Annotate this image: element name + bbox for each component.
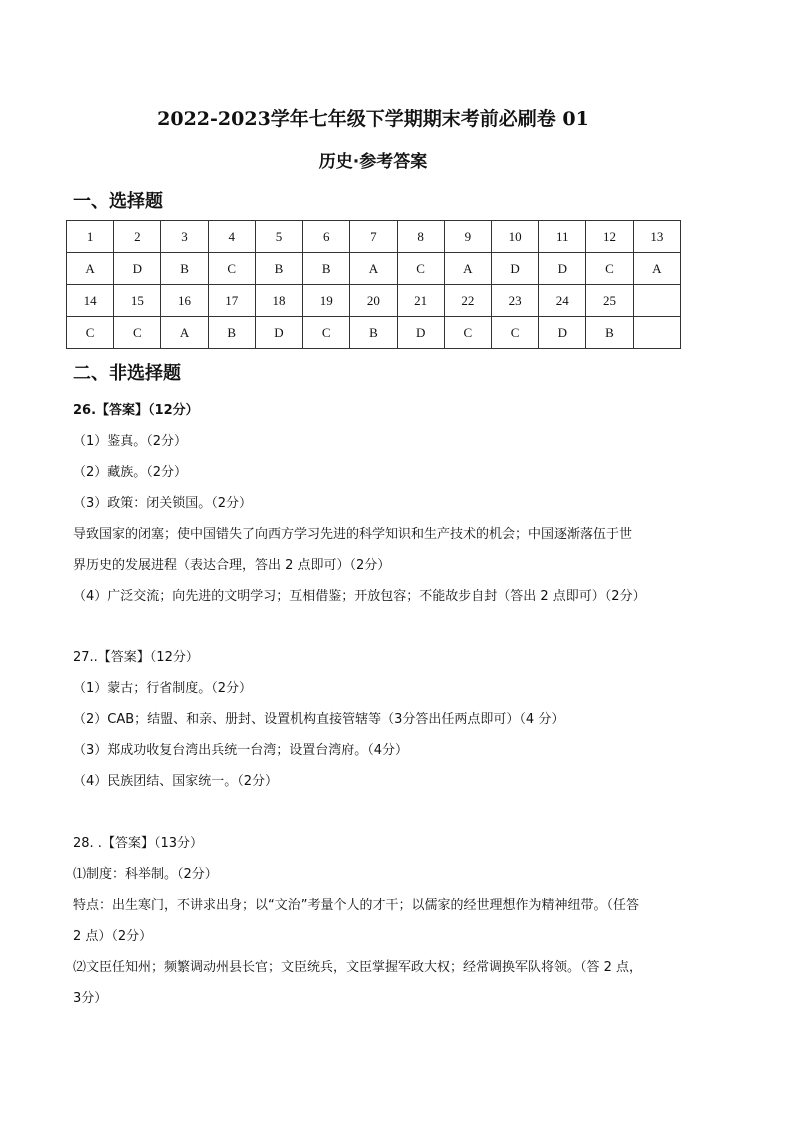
answer-cell: C	[114, 317, 161, 349]
answer-line: （2）藏族。（2分）	[73, 465, 188, 480]
question-number-row	[67, 285, 681, 317]
question-number-cell: 11	[539, 221, 586, 253]
answer-line: （4）广泛交流；向先进的文明学习；互相借鉴；开放包容；不能故步自封（答出 2 点即可）（2分）	[73, 589, 646, 604]
answer-cell: C	[444, 317, 491, 349]
answer-cell: A	[633, 253, 680, 285]
answer-cell: B	[161, 253, 208, 285]
question-number-cell: 3	[161, 221, 208, 253]
question-number-cell	[633, 285, 680, 317]
answer-cell: D	[539, 253, 586, 285]
answer-line: （3）政策：闭关锁国。（2分）	[73, 496, 253, 511]
answer-cell: D	[539, 317, 586, 349]
question-number-cell: 5	[255, 221, 302, 253]
question-number-cell: 9	[444, 221, 491, 253]
answer-cell: B	[350, 317, 397, 349]
answer-cell: B	[586, 317, 633, 349]
answer-line: 2 点）（2分）	[73, 929, 153, 944]
question-number-cell: 12	[586, 221, 633, 253]
question-number-cell: 20	[350, 285, 397, 317]
question-number-cell: 7	[350, 221, 397, 253]
page-subtitle: 历史·参考答案	[318, 152, 428, 172]
question-number-cell: 6	[303, 221, 350, 253]
question-28-answer	[73, 828, 713, 1014]
question-number-cell: 4	[208, 221, 255, 253]
answer-cell: A	[161, 317, 208, 349]
question-28-head: 28. .【答案】（13分）	[73, 836, 203, 851]
answer-cell: A	[67, 253, 114, 285]
answer-line: ⑵文臣任知州；频繁调动州县长官；文臣统兵，文臣掌握军政大权；经常调换军队将领。（答 2 点，	[73, 960, 643, 975]
answer-cell: C	[208, 253, 255, 285]
question-number-cell: 1	[67, 221, 114, 253]
answer-line: （1）蒙古；行省制度。（2分）	[73, 681, 253, 696]
answer-cell: B	[255, 253, 302, 285]
answer-line: ⑴制度：科举制。（2分）	[73, 867, 218, 882]
answer-table	[66, 220, 681, 349]
answer-line: 导致国家的闭塞；使中国错失了向西方学习先进的科学知识和生产技术的机会；中国逐渐落伍于世	[73, 527, 633, 542]
answer-cell: D	[491, 253, 538, 285]
answer-cell: A	[444, 253, 491, 285]
answer-line: （4）民族团结、国家统一。（2分）	[73, 774, 279, 789]
answer-cell: A	[350, 253, 397, 285]
answer-cell: D	[397, 317, 444, 349]
question-26-head: 26.【答案】（12分）	[73, 403, 199, 418]
answer-cell: C	[303, 317, 350, 349]
question-number-cell: 22	[444, 285, 491, 317]
answer-cell: B	[208, 317, 255, 349]
answer-row	[67, 253, 681, 285]
question-number-cell: 24	[539, 285, 586, 317]
question-number-cell: 14	[67, 285, 114, 317]
question-27-answer	[73, 642, 713, 797]
question-27-head: 27..【答案】（12分）	[73, 650, 199, 665]
answer-cell: B	[303, 253, 350, 285]
question-number-cell: 18	[255, 285, 302, 317]
answer-cell: D	[255, 317, 302, 349]
answer-line: 特点：出生寒门，不讲求出身；以“文治”考量个人的才干；以儒家的经世理想作为精神纽带。（任答	[73, 898, 639, 913]
question-number-cell: 15	[114, 285, 161, 317]
question-number-cell: 17	[208, 285, 255, 317]
section-heading-nonchoice: 二、非选择题	[73, 363, 181, 384]
question-number-cell: 23	[491, 285, 538, 317]
answer-cell: C	[397, 253, 444, 285]
answer-cell: C	[67, 317, 114, 349]
answer-line: 3分）	[73, 991, 108, 1006]
question-number-cell: 21	[397, 285, 444, 317]
question-number-cell: 2	[114, 221, 161, 253]
question-number-cell: 10	[491, 221, 538, 253]
question-number-row	[67, 221, 681, 253]
page-title: 2022-2023学年七年级下学期期末考前必刷卷 01	[157, 108, 589, 130]
answer-cell	[633, 317, 680, 349]
question-number-cell: 16	[161, 285, 208, 317]
answer-cell: C	[586, 253, 633, 285]
question-number-cell: 25	[586, 285, 633, 317]
answer-row	[67, 317, 681, 349]
section-heading-choice: 一、选择题	[73, 191, 163, 212]
question-number-cell: 19	[303, 285, 350, 317]
answer-cell: D	[114, 253, 161, 285]
answer-line: （3）郑成功收复台湾出兵统一台湾；设置台湾府。（4分）	[73, 743, 409, 758]
answer-line: 界历史的发展进程（表达合理，答出 2 点即可）（2分）	[73, 558, 391, 573]
question-number-cell: 8	[397, 221, 444, 253]
question-number-cell: 13	[633, 221, 680, 253]
answer-line: （1）鉴真。（2分）	[73, 434, 188, 449]
answer-line: （2）CAB；结盟、和亲、册封、设置机构直接管辖等（3分答出任两点即可）（4 分）	[73, 712, 565, 727]
question-26-answer	[73, 395, 713, 612]
answer-cell: C	[491, 317, 538, 349]
